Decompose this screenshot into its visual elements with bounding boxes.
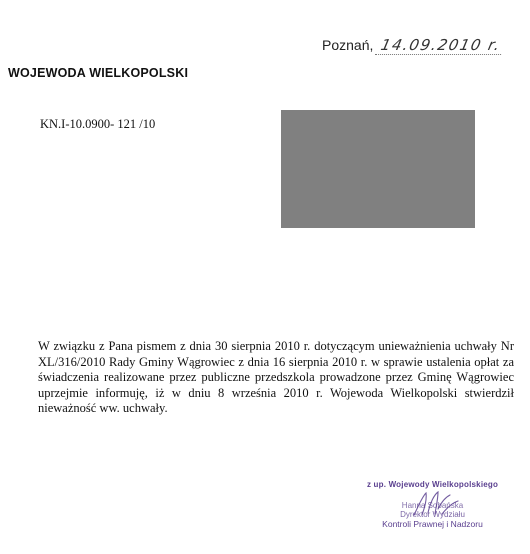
- reference-number: KN.I-10.0900- 121 /10: [40, 117, 156, 131]
- handwritten-date: 14.09.2010 r.: [375, 36, 505, 55]
- issuing-authority: WOJEWODA WIELKOPOLSKI: [8, 66, 189, 80]
- stamp-title: Dyrektor Wydziału: [400, 510, 465, 519]
- letter-body: W związku z Pana pismem z dnia 30 sierpnia 2010 r. dotyczącym unieważnienia uchwały Nr XL/316/2010 Rady Gminy Wągrowiec z dnia 16 sierpnia 2010 r. w sprawie ustalenia opłat za świadczenia realizowane przez publiczne przedszkola prowadzone przez Gminę Wągrowiec uprzejmie informuję, iż w dniu 8 września 2010 r. Wojewoda Wielkopolski stwierdził nieważność ww. uchwały.: [38, 339, 514, 415]
- redacted-address-block: [281, 110, 475, 228]
- place-name: Poznań,: [322, 37, 374, 53]
- stamp-department: Kontroli Prawnej i Nadzoru: [382, 519, 483, 529]
- place-date-line: [322, 36, 503, 55]
- handwritten-signature: [408, 487, 468, 519]
- stamp-name: Hanna Sobańska: [401, 501, 464, 510]
- stamp-on-behalf: z up. Wojewody Wielkopolskiego: [366, 480, 499, 489]
